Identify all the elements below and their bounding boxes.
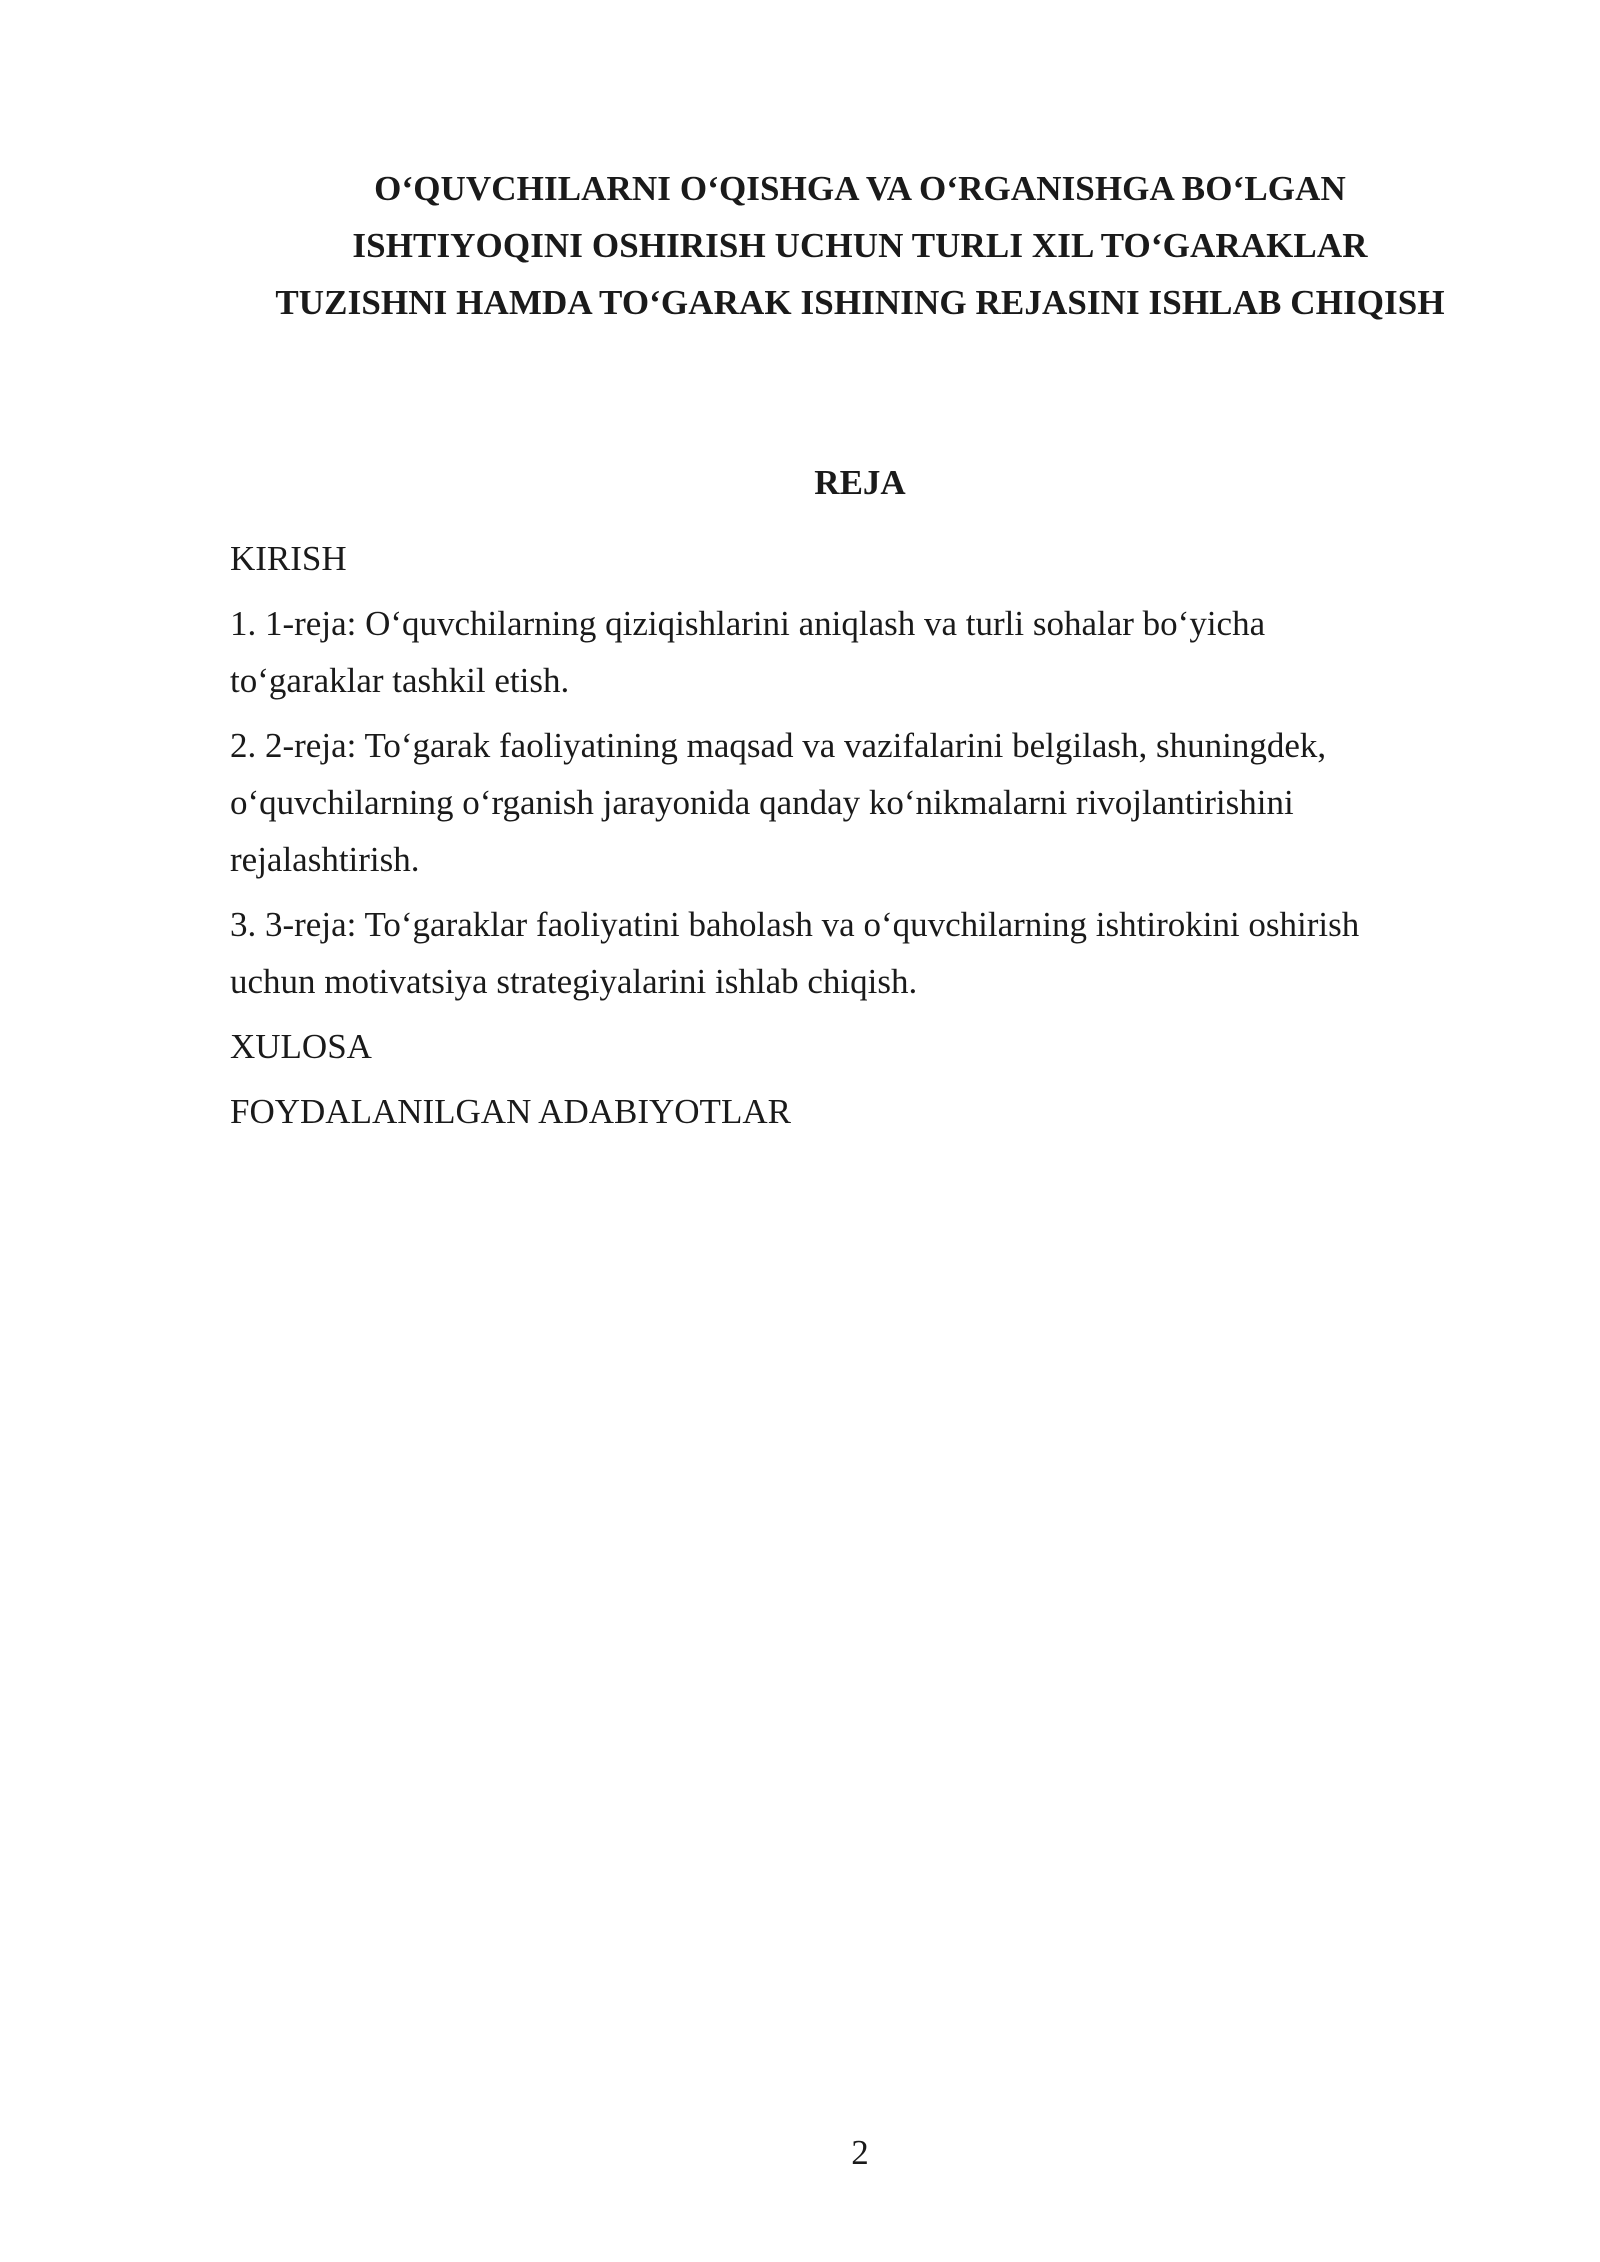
title-line-1: O‘QUVCHILARNI O‘QISHGA VA O‘RGANISHGA BO‘LGAN — [374, 169, 1346, 208]
plan-conclusion: XULOSA — [230, 1027, 372, 1066]
plan-item-1-line-2: to‘garaklar tashkil etish. — [230, 661, 570, 700]
plan-item-1-line-1: 1. 1-reja: O‘quvchilarning qiziqishlarini aniqlash va turli sohalar bo‘yicha — [230, 604, 1266, 643]
plan-item-2-line-3: rejalashtirish. — [230, 840, 420, 879]
plan-item-1 — [230, 595, 1480, 709]
plan-item-2-line-2: o‘quvchilarning o‘rganish jarayonida qanday ko‘nikmalarni rivojlantirishini — [230, 783, 1294, 822]
page-number: 2 — [851, 2133, 869, 2172]
plan-item-3 — [230, 896, 1480, 1010]
plan-intro: KIRISH — [230, 539, 347, 578]
plan-item-2-line-1: 2. 2-reja: To‘garak faoliyatining maqsad va vazifalarini belgilash, shuningdek, — [230, 726, 1327, 765]
plan-item-2 — [230, 717, 1480, 888]
plan-item-3-line-2: uchun motivatsiya strategiyalarini ishlab chiqish. — [230, 962, 918, 1001]
plan-list — [230, 530, 1480, 1148]
plan-item-3-line-1: 3. 3-reja: To‘garaklar faoliyatini baholash va o‘quvchilarning ishtirokini oshirish — [230, 905, 1360, 944]
title-line-3: TUZISHNI HAMDA TO‘GARAK ISHINING REJASINI ISHLAB CHIQISH — [275, 283, 1445, 322]
title-line-2: ISHTIYOQINI OSHIRISH UCHUN TURLI XIL TO‘GARAKLAR — [352, 226, 1368, 265]
document-title — [200, 160, 1520, 331]
plan-references: FOYDALANILGAN ADABIYOTLAR — [230, 1092, 791, 1131]
plan-heading: REJA — [814, 463, 906, 502]
